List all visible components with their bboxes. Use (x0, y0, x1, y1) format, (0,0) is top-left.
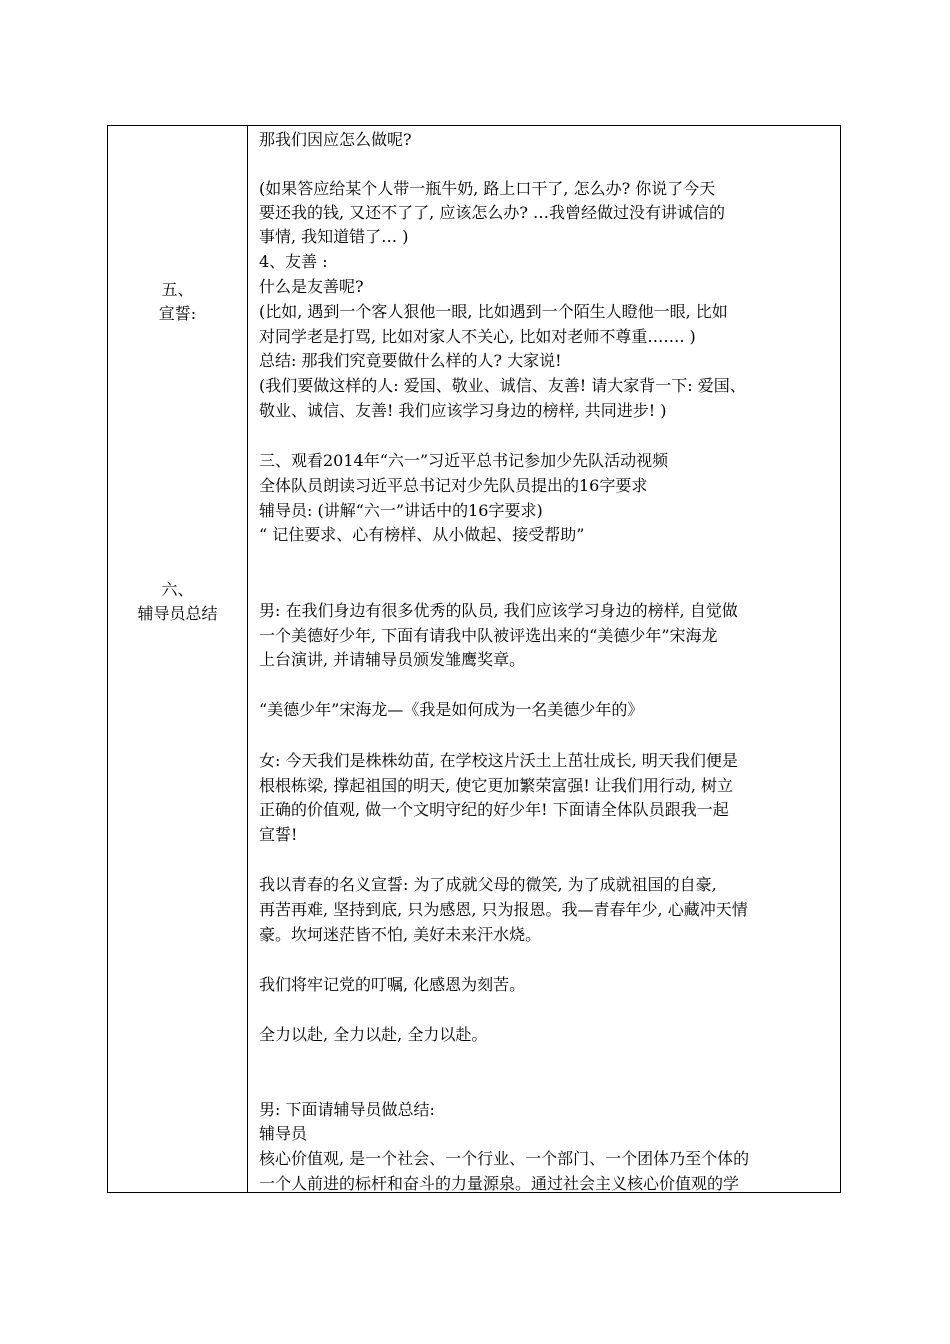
content-line: 男: 下面请辅导员做总结: (259, 1100, 435, 1119)
content-line: 宣誓! (259, 825, 298, 844)
content-line: (比如, 遇到一个客人狠他一眼, 比如遇到一个陌生人瞪他一眼, 比如 (259, 302, 728, 321)
content-line: 再苦再难, 坚持到底, 只为感恩, 只为报恩。我—青春年少, 心藏冲天情 (259, 900, 748, 919)
content-line: 正确的价值观, 做一个文明守纪的好少年! 下面请全体队员跟我一起 (259, 800, 729, 819)
column-divider (247, 126, 248, 1192)
content-line: (如果答应给某个人带一瓶牛奶, 路上口干了, 怎么办? 你说了今天 (259, 179, 716, 198)
content-line: 一个人前进的标杆和奋斗的力量源泉。通过社会主义核心价值观的学 (259, 1174, 740, 1193)
activity-table (107, 125, 841, 1193)
content-line: 一个美德好少年, 下面有请我中队被评选出来的“美德少年”宋海龙 (259, 626, 718, 645)
content-line: 辅导员 (259, 1124, 308, 1143)
row-number: 五、 (161, 280, 194, 299)
content-line: 总结: 那我们究竟要做什么样的人? 大家说! (259, 351, 562, 370)
row-label-oath (108, 278, 247, 326)
content-line: “美德少年”宋海龙—《我是如何成为一名美德少年的》 (259, 700, 644, 719)
content-line: 事情, 我知道错了… ) (259, 227, 409, 246)
row-label-counselor-summary (108, 578, 247, 626)
content-line: 男: 在我们身边有很多优秀的队员, 我们应该学习身边的榜样, 自觉做 (259, 601, 738, 620)
content-line: “ 记住要求、心有榜样、从小做起、接受帮助” (259, 525, 585, 544)
content-line: 那我们因应怎么做呢? (259, 130, 412, 149)
content-line: 对同学老是打骂, 比如对家人不关心, 比如对老师不尊重……. ) (259, 327, 696, 346)
content-line: 女: 今天我们是株株幼苗, 在学校这片沃土上茁壮成长, 明天我们便是 (259, 751, 738, 770)
content-line: 全力以赴, 全力以赴, 全力以赴。 (259, 1025, 488, 1044)
content-line: 核心价值观, 是一个社会、一个行业、一个部门、一个团体乃至个体的 (259, 1149, 750, 1168)
row-title: 辅导员总结 (137, 604, 218, 623)
row-number: 六、 (161, 580, 194, 599)
content-line: 我以青春的名义宣誓: 为了成就父母的微笑, 为了成就祖国的自豪, (259, 875, 717, 894)
row-title: 宣誓: (158, 304, 197, 323)
content-line: 辅导员: (讲解“六一”讲话中的16字要求) (259, 501, 543, 520)
content-line: 根根栋梁, 撑起祖国的明天, 使它更加繁荣富强! 让我们用行动, 树立 (259, 776, 734, 795)
content-line: 上台演讲, 并请辅导员颁发雏鹰奖章。 (259, 650, 526, 669)
content-line: 全体队员朗读习近平总书记对少先队员提出的16字要求 (259, 476, 648, 495)
content-line: 我们将牢记党的叮嘱, 化感恩为刻苦。 (259, 975, 526, 994)
content-line: 敬业、诚信、友善! 我们应该学习身边的榜样, 共同进步! ) (259, 401, 667, 420)
content-line: 4、友善 : (259, 252, 328, 271)
content-line: 要还我的钱, 又还不了了, 应该怎么办? …我曾经做过没有讲诚信的 (259, 203, 726, 222)
content-line: 三、观看2014年“六一”习近平总书记参加少先队活动视频 (259, 451, 669, 470)
content-line: 什么是友善呢? (259, 277, 364, 296)
content-line: 豪。坎坷迷茫皆不怕, 美好未来汗水烧。 (259, 925, 542, 944)
content-line: (我们要做这样的人: 爱国、敬业、诚信、友善! 请大家背一下: 爱国、 (259, 376, 746, 395)
